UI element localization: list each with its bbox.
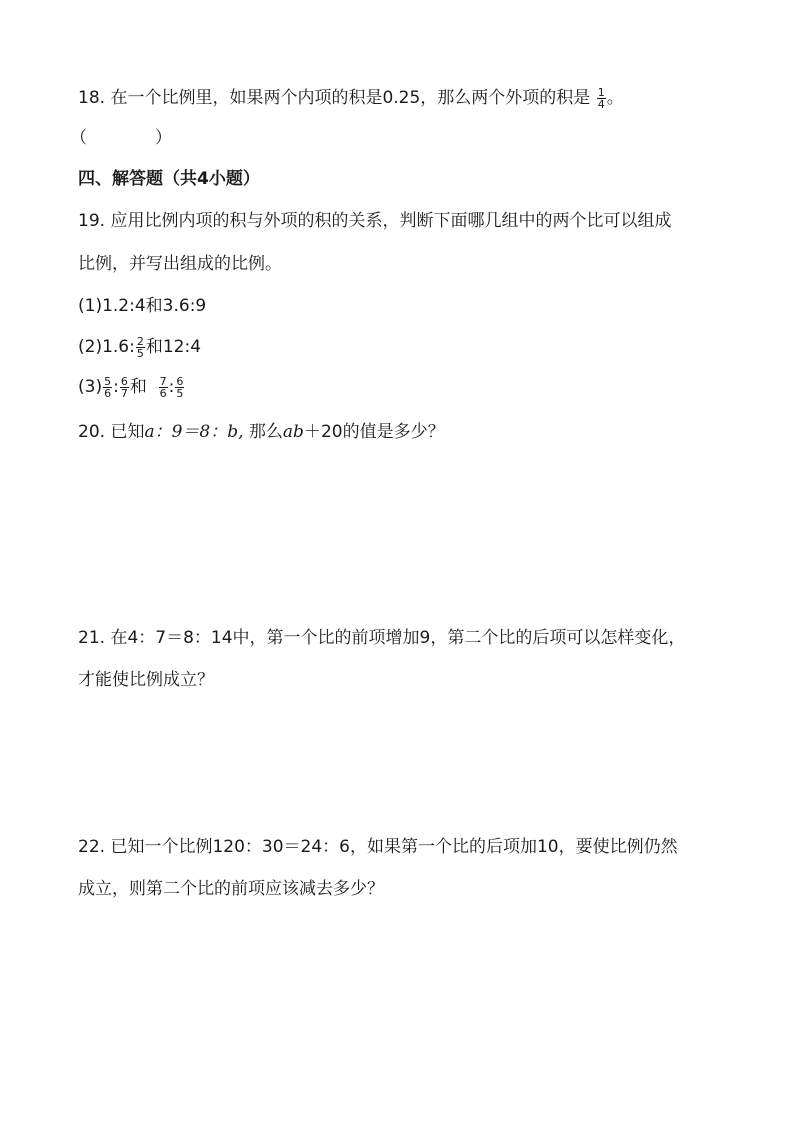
fraction-denominator: 6: [159, 386, 167, 400]
fraction-2: [120, 376, 129, 399]
and-text: 和: [129, 377, 147, 397]
fraction-numerator: 6: [120, 374, 128, 388]
ratio-colon: :: [168, 377, 175, 397]
fraction-numerator: 2: [136, 334, 144, 348]
q20-suffix: ＋20的值是多少？: [303, 422, 445, 442]
q19-line-2: 比例，并写出组成的比例。: [78, 254, 282, 274]
fraction-numerator: 5: [104, 374, 112, 388]
fraction-1: [103, 376, 112, 399]
q20-equation: a：9＝8：b,: [144, 422, 244, 442]
fraction-denominator: 5: [136, 346, 144, 360]
fraction-denominator: 5: [176, 386, 184, 400]
fraction-4: [175, 376, 184, 399]
q19-line-1: 19. 应用比例内项的积与外项的积的关系，判断下面哪几组中的两个比可以组成: [78, 211, 672, 231]
fraction-denominator: 7: [120, 386, 128, 400]
q19-item-1: (1)1.2:4和3.6:9: [78, 296, 207, 316]
q22-line-1: 22. 已知一个比例120：30＝24：6，如果第一个比的后项加10，要使比例仍然: [78, 837, 678, 857]
q19-item-2-end: 和12:4: [145, 337, 202, 357]
fraction-numerator: 7: [159, 374, 167, 388]
q18-fraction-numerator: 1: [597, 85, 605, 99]
q19-item-2-fraction: [136, 336, 145, 359]
fraction-3: [159, 376, 168, 399]
fraction-denominator: 6: [104, 386, 112, 400]
q22-line-2: 成立，则第二个比的前项应该减去多少？: [78, 879, 384, 899]
q18-fraction-denominator: 4: [597, 97, 605, 111]
q18-text: 18. 在一个比例里，如果两个内项的积是0.25，那么两个外项的积是: [78, 88, 591, 108]
q19-item-2: [78, 335, 201, 359]
ratio-colon: :: [113, 377, 119, 397]
q19-item-3: [78, 375, 185, 399]
fraction-numerator: 6: [176, 374, 184, 388]
q20-middle: 那么: [243, 422, 283, 442]
q18-fraction: [597, 87, 606, 110]
q20-product: ab: [282, 422, 304, 442]
q20-prefix: 20. 已知: [78, 422, 145, 442]
q18-period: 。: [606, 88, 624, 108]
q19-item-2-start: (2)1.6:: [78, 337, 135, 357]
q18-answer-blank: （ ）: [70, 128, 172, 148]
q21-line-1: 21. 在4：7＝8：14中，第一个比的前项增加9，第二个比的后项可以怎样变化，: [78, 628, 686, 648]
question-20: [78, 420, 445, 444]
q19-item-3-label: (3): [78, 377, 103, 397]
question-18: [78, 86, 624, 110]
q21-line-2: 才能使比例成立？: [78, 670, 214, 690]
section-heading: 四、解答题（共4小题）: [78, 169, 260, 189]
